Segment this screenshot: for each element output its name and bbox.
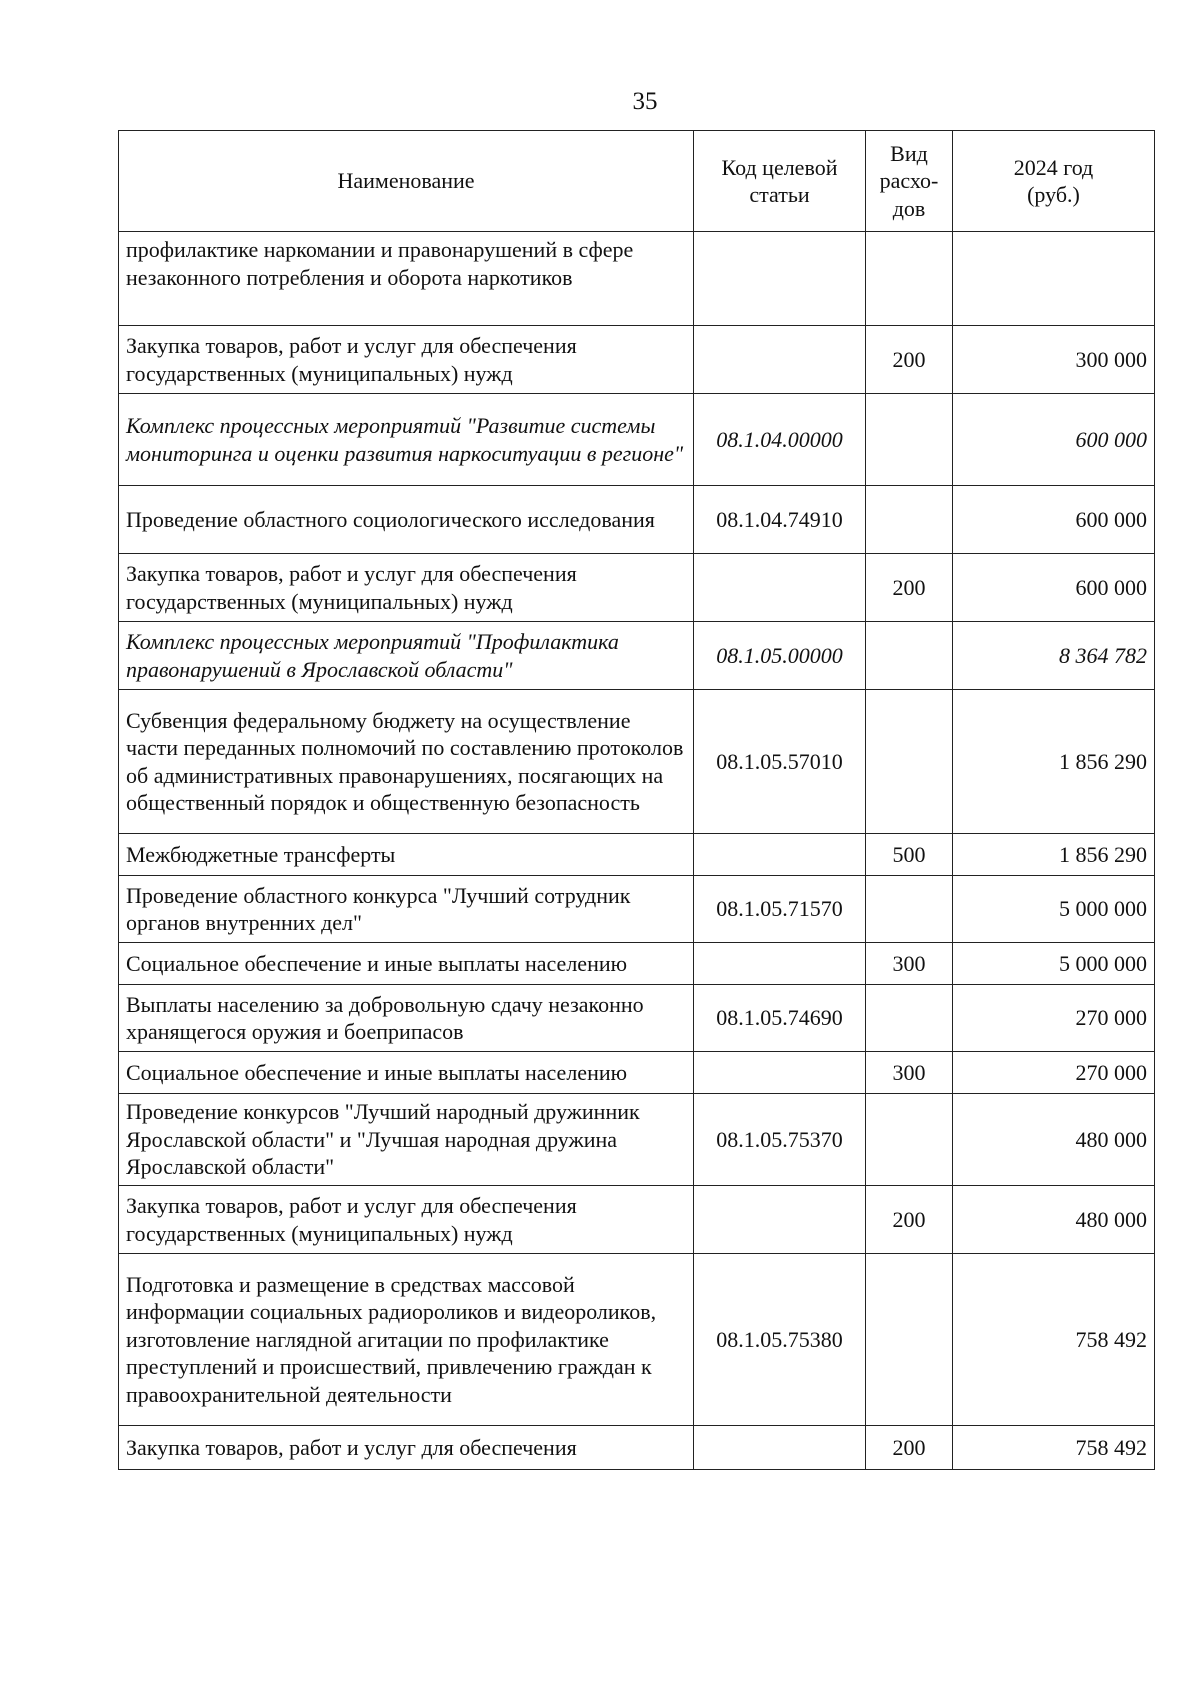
- row-type: [866, 1094, 953, 1186]
- row-code: [694, 554, 866, 622]
- header-name-label: Наименование: [337, 168, 475, 194]
- header-amount: [953, 131, 1155, 232]
- row-code: 08.1.05.75370: [694, 1094, 866, 1186]
- row-name: Проведение областного конкурса "Лучший сотрудник органов внутренних дел": [119, 876, 694, 943]
- header-code-line: Код целевой: [721, 154, 838, 180]
- row-type: [866, 486, 953, 554]
- row-name: Закупка товаров, работ и услуг для обеспечения государственных (муниципальных) нужд: [119, 1186, 694, 1254]
- table-row: [119, 1052, 1155, 1094]
- table-row: [119, 1254, 1155, 1426]
- row-code: 08.1.05.75380: [694, 1254, 866, 1426]
- row-amount: 270 000: [953, 1052, 1155, 1094]
- row-type: [866, 232, 953, 326]
- row-name: Проведение областного социологического исследования: [119, 486, 694, 554]
- row-code: 08.1.05.74690: [694, 985, 866, 1052]
- table-row: [119, 622, 1155, 690]
- row-amount: 758 492: [953, 1254, 1155, 1426]
- row-code: 08.1.05.00000: [694, 622, 866, 690]
- row-name: Комплекс процессных мероприятий "Развитие системы мониторинга и оценки развития наркоситуации в регионе": [119, 394, 694, 486]
- row-amount: 758 492: [953, 1426, 1155, 1470]
- row-name: Подготовка и размещение в средствах массовой информации социальных радиороликов и видеороликов, изготовление наглядной агитации по профилактике преступлений и происшествий, привлечению граждан к правоохранительной деятельности: [119, 1254, 694, 1426]
- row-amount: 600 000: [953, 394, 1155, 486]
- header-amount-line: (руб.): [1027, 182, 1080, 207]
- table-row: [119, 394, 1155, 486]
- row-name: Социальное обеспечение и иные выплаты населению: [119, 1052, 694, 1094]
- table-row: [119, 554, 1155, 622]
- row-amount: 600 000: [953, 486, 1155, 554]
- row-type: 300: [866, 943, 953, 985]
- page-number: 35: [632, 88, 658, 115]
- header-type-line: дов: [892, 195, 926, 221]
- row-code: [694, 1186, 866, 1254]
- row-name: Закупка товаров, работ и услуг для обеспечения государственных (муниципальных) нужд: [119, 326, 694, 394]
- table-row: [119, 690, 1155, 834]
- table-row: [119, 985, 1155, 1052]
- header-type-line: Вид: [890, 140, 928, 166]
- row-type: 200: [866, 326, 953, 394]
- table-row: [119, 326, 1155, 394]
- row-name: Межбюджетные трансферты: [119, 834, 694, 876]
- header-amount-line: 2024 год: [1013, 154, 1094, 180]
- row-name: Закупка товаров, работ и услуг для обеспечения: [119, 1426, 694, 1470]
- header-code: [694, 131, 866, 232]
- row-amount: [953, 232, 1155, 326]
- table-header-row: [119, 131, 1155, 232]
- table-row: [119, 834, 1155, 876]
- row-amount: 1 856 290: [953, 690, 1155, 834]
- row-code: [694, 1052, 866, 1094]
- header-type: [866, 131, 953, 232]
- row-code: [694, 326, 866, 394]
- row-code: [694, 943, 866, 985]
- row-name: профилактике наркомании и правонарушений в сфере незаконного потребления и оборота наркотиков: [119, 232, 694, 326]
- row-amount: 1 856 290: [953, 834, 1155, 876]
- row-type: [866, 690, 953, 834]
- row-code: [694, 232, 866, 326]
- row-name: Выплаты населению за добровольную сдачу незаконно хранящегося оружия и боеприпасов: [119, 985, 694, 1052]
- row-type: 200: [866, 1426, 953, 1470]
- table-row: [119, 486, 1155, 554]
- row-name: Субвенция федеральному бюджету на осуществление части переданных полномочий по составлению протоколов об административных правонарушениях, посягающих на общественный порядок и общественную безопасность: [119, 690, 694, 834]
- row-type: [866, 622, 953, 690]
- budget-table: [118, 130, 1155, 1470]
- row-code: 08.1.04.00000: [694, 394, 866, 486]
- row-type: [866, 985, 953, 1052]
- row-name: Комплекс процессных мероприятий "Профилактика правонарушений в Ярославской области": [119, 622, 694, 690]
- row-code: 08.1.05.57010: [694, 690, 866, 834]
- row-amount: 300 000: [953, 326, 1155, 394]
- row-amount: 600 000: [953, 554, 1155, 622]
- row-code: [694, 834, 866, 876]
- row-type: 200: [866, 1186, 953, 1254]
- row-amount: 480 000: [953, 1094, 1155, 1186]
- row-type: [866, 876, 953, 943]
- row-amount: 270 000: [953, 985, 1155, 1052]
- row-type: 200: [866, 554, 953, 622]
- row-amount: 8 364 782: [953, 622, 1155, 690]
- table-row: [119, 1186, 1155, 1254]
- row-type: [866, 1254, 953, 1426]
- row-name: Проведение конкурсов "Лучший народный дружинник Ярославской области" и "Лучшая народная дружина Ярославской области": [119, 1094, 694, 1186]
- header-code-line: статьи: [749, 182, 810, 207]
- row-code: 08.1.05.71570: [694, 876, 866, 943]
- table-row: [119, 232, 1155, 326]
- table-row: [119, 1094, 1155, 1186]
- row-amount: 5 000 000: [953, 943, 1155, 985]
- table-row: [119, 943, 1155, 985]
- row-type: 500: [866, 834, 953, 876]
- row-code: [694, 1426, 866, 1470]
- row-amount: 5 000 000: [953, 876, 1155, 943]
- row-code: 08.1.04.74910: [694, 486, 866, 554]
- table-row: [119, 1426, 1155, 1470]
- row-name: Социальное обеспечение и иные выплаты населению: [119, 943, 694, 985]
- table-row: [119, 876, 1155, 943]
- header-type-line: расхо-: [879, 168, 939, 194]
- row-amount: 480 000: [953, 1186, 1155, 1254]
- row-name: Закупка товаров, работ и услуг для обеспечения государственных (муниципальных) нужд: [119, 554, 694, 622]
- row-type: 300: [866, 1052, 953, 1094]
- header-name: [119, 131, 694, 232]
- row-type: [866, 394, 953, 486]
